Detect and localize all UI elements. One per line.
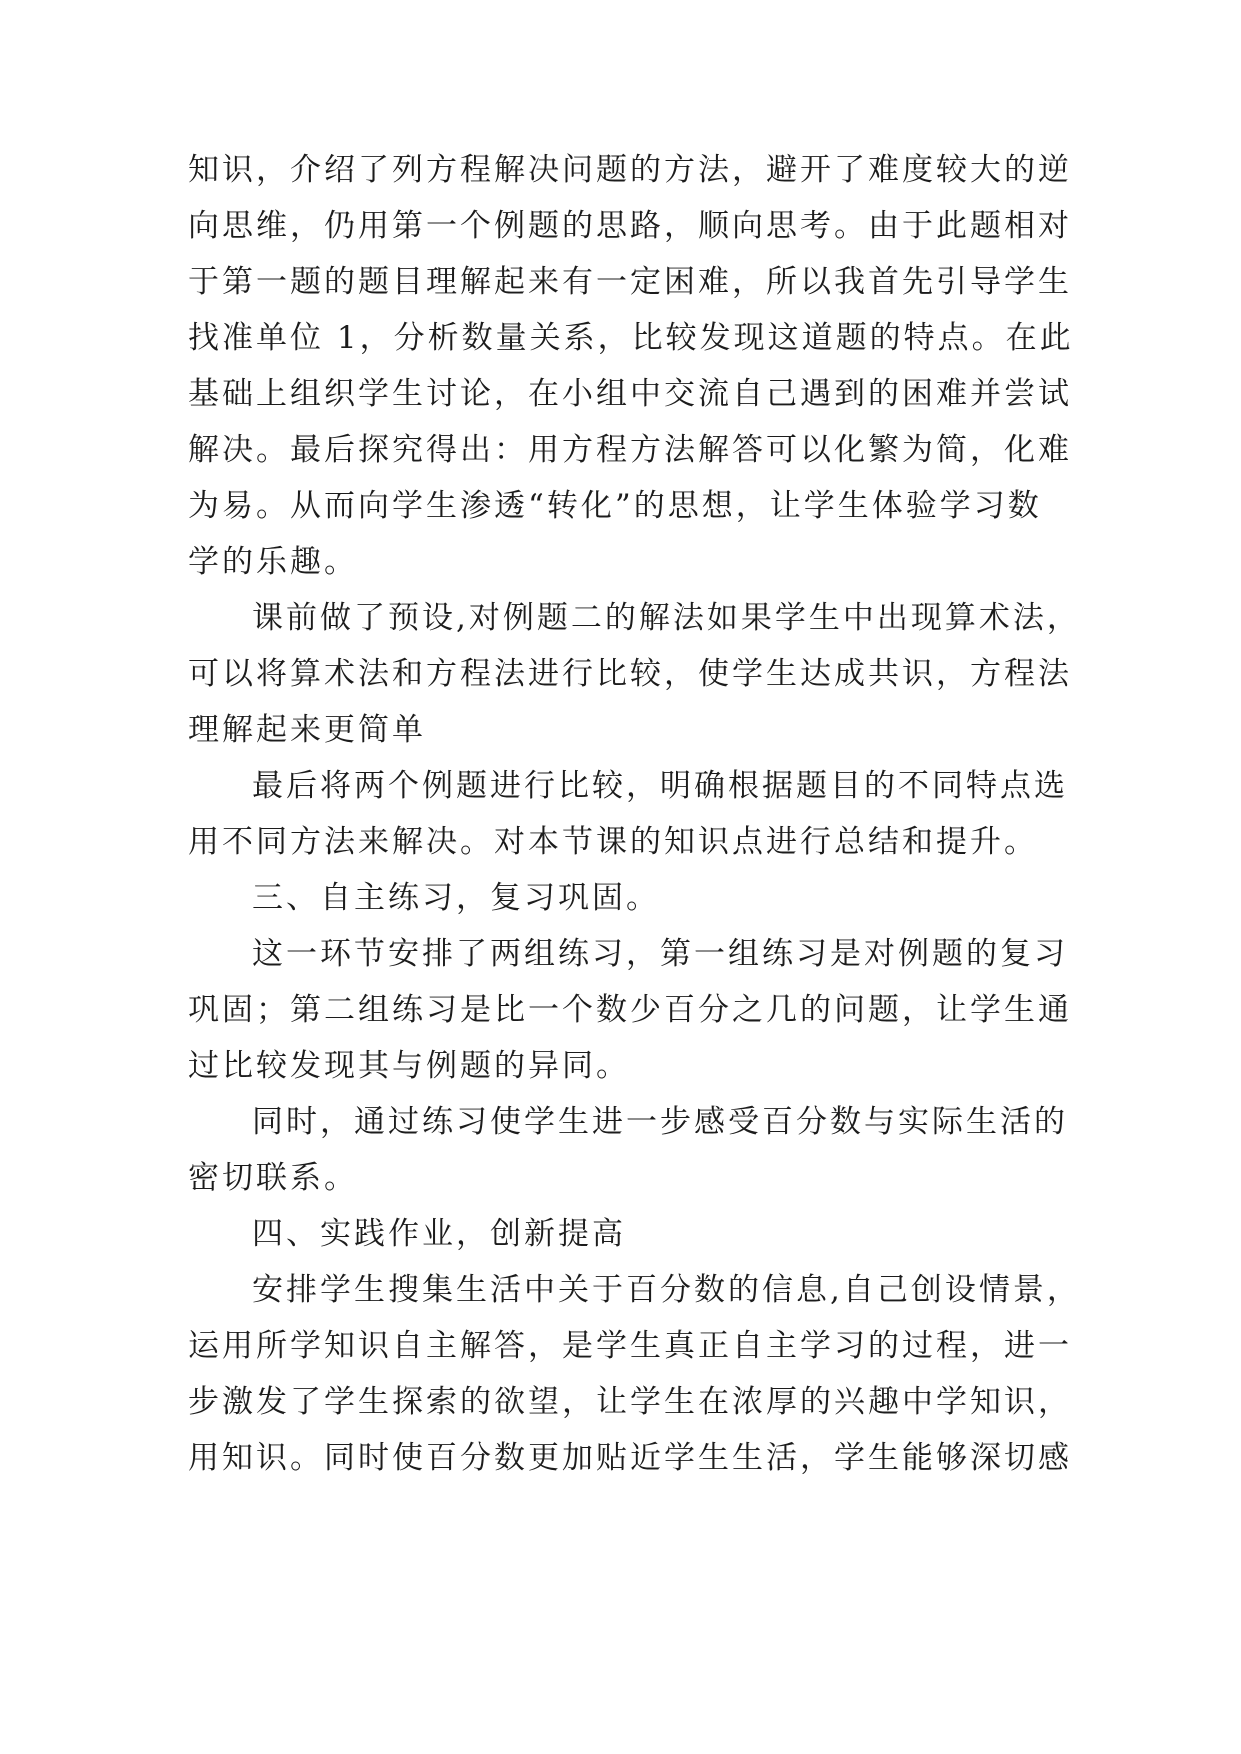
text-line: 步激发了学生探索的欲望，让学生在浓厚的兴趣中学知识， <box>188 1384 1072 1420</box>
text-line: 基础上组织学生讨论，在小组中交流自己遇到的困难并尝试 <box>188 376 1072 412</box>
text-line: 运用所学知识自主解答，是学生真正自主学习的过程，进一 <box>188 1328 1072 1364</box>
text-line: 巩固；第二组练习是比一个数少百分之几的问题，让学生通 <box>188 992 1072 1028</box>
text-line: 知识，介绍了列方程解决问题的方法，避开了难度较大的逆 <box>188 152 1072 188</box>
text-line: 密切联系。 <box>188 1160 358 1196</box>
paragraph-first-line: 同时，通过练习使学生进一步感受百分数与实际生活的 <box>252 1104 1068 1140</box>
text-line: 找准单位 1，分析数量关系，比较发现这道题的特点。在此 <box>188 320 1074 356</box>
text-line: 过比较发现其与例题的异同。 <box>188 1048 630 1084</box>
paragraph-first-line: 安排学生搜集生活中关于百分数的信息,自己创设情景， <box>252 1272 1081 1308</box>
text-line: 于第一题的题目理解起来有一定困难，所以我首先引导学生 <box>188 264 1072 300</box>
paragraph-first-line: 这一环节安排了两组练习，第一组练习是对例题的复习 <box>252 936 1068 972</box>
text-line: 用知识。同时使百分数更加贴近学生生活，学生能够深切感 <box>188 1440 1072 1476</box>
section-heading: 三、自主练习，复习巩固。 <box>252 880 660 916</box>
text-line: 学的乐趣。 <box>188 544 358 580</box>
paragraph-first-line: 最后将两个例题进行比较，明确根据题目的不同特点选 <box>252 768 1068 804</box>
text-line: 用不同方法来解决。对本节课的知识点进行总结和提升。 <box>188 824 1038 860</box>
text-line: 理解起来更简单 <box>188 712 426 748</box>
paragraph-first-line: 课前做了预设,对例题二的解法如果学生中出现算术法， <box>252 600 1081 636</box>
text-line: 解决。最后探究得出：用方程方法解答可以化繁为简，化难 <box>188 432 1072 468</box>
text-line: 可以将算术法和方程法进行比较，使学生达成共识，方程法 <box>188 656 1072 692</box>
text-line: 为易。从而向学生渗透“转化”的思想，让学生体验学习数 <box>188 488 1042 524</box>
section-heading: 四、实践作业，创新提高 <box>252 1216 626 1252</box>
text-line: 向思维，仍用第一个例题的思路，顺向思考。由于此题相对 <box>188 208 1072 244</box>
